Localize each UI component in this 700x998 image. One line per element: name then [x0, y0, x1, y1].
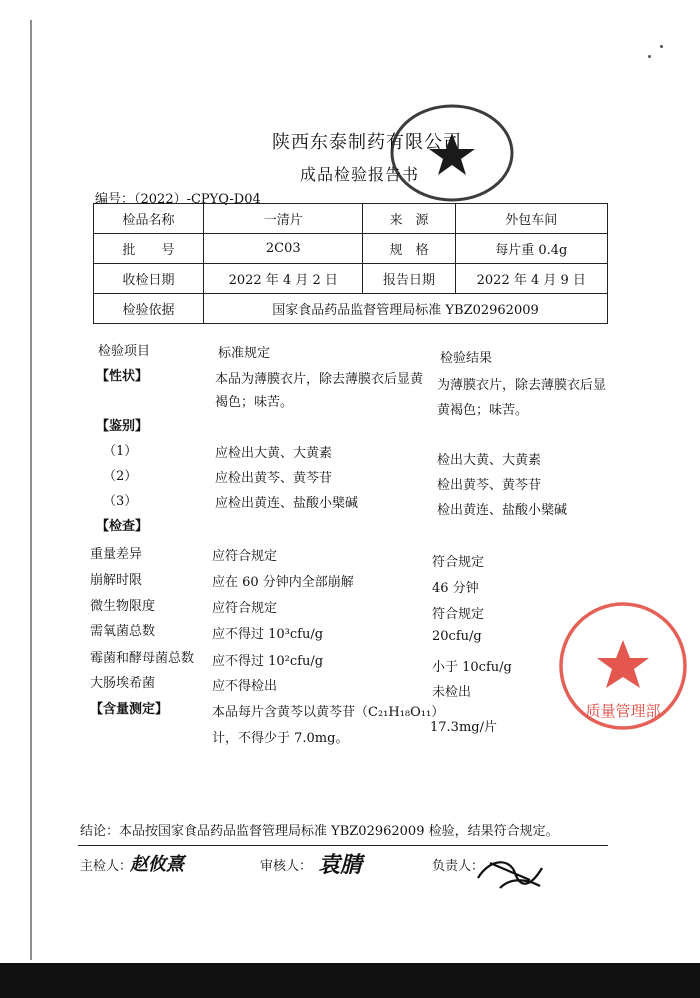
insp-6-result: 未检出: [432, 685, 472, 700]
report-number: 编号：（2022）-CPYQ-D04: [95, 192, 261, 207]
column-result: 检验结果: [440, 351, 493, 366]
quality-department-stamp: [553, 598, 693, 738]
document-title: 成品检验报告书: [300, 165, 420, 184]
insp-4-item: 需氧菌总数: [90, 624, 156, 639]
signature-divider: [78, 845, 608, 846]
insp-3-standard: 应符合规定: [212, 601, 278, 616]
appearance-result-1: 为薄膜衣片，除去薄膜衣后显: [437, 378, 607, 393]
ident-2-standard: 应检出黄芩、黄芩苷: [215, 471, 333, 486]
inspector-signature: 赵攸熹: [130, 854, 184, 875]
insp-2-result: 46 分钟: [432, 581, 479, 596]
insp-5-item: 霉菌和酵母菌总数: [90, 651, 195, 666]
insp-6-item: 大肠埃希菌: [90, 676, 156, 691]
source-label: 来 源: [363, 204, 455, 234]
scan-bottom-border: [0, 963, 700, 998]
reviewer-label: 审核人：: [260, 859, 313, 874]
company-qc-stamp: [382, 95, 522, 205]
insp-2-item: 崩解时限: [90, 573, 143, 588]
ident-3-standard: 应检出黄连、盐酸小檗碱: [215, 496, 359, 511]
insp-4-result: 20cfu/g: [432, 629, 482, 644]
assay-standard-1: 本品每片含黄芩以黄芩苷（C₂₁H₁₈O₁₁）: [212, 705, 445, 720]
spec-value: 每片重 0.4g: [455, 234, 607, 264]
insp-1-item: 重量差异: [90, 547, 143, 562]
ident-2-item: （2）: [103, 469, 138, 484]
insp-6-standard: 应不得检出: [212, 679, 278, 694]
product-name-label: 检品名称: [94, 204, 204, 234]
insp-1-result: 符合规定: [432, 555, 485, 570]
company-name: 陕西东泰制药有限公司: [272, 132, 462, 153]
responsible-label: 负责人：: [432, 859, 485, 874]
appearance-standard-1: 本品为薄膜衣片，除去薄膜衣后显黄: [215, 372, 424, 387]
report-date-label: 报告日期: [363, 264, 455, 294]
insp-2-standard: 应在 60 分钟内全部崩解: [212, 575, 354, 590]
report-date-value: 2022 年 4 月 9 日: [455, 264, 607, 294]
ident-3-result: 检出黄连、盐酸小檗碱: [437, 503, 568, 518]
conclusion-text: 结论：本品按国家食品药品监督管理局标准 YBZ02962009 检验，结果符合规定。: [80, 824, 559, 839]
scan-edge-line: [30, 20, 32, 960]
ident-1-result: 检出大黄、大黄素: [437, 453, 542, 468]
scan-speck: [660, 45, 663, 48]
ident-1-item: （1）: [103, 444, 138, 459]
insp-1-standard: 应符合规定: [212, 549, 278, 564]
ident-1-standard: 应检出大黄、大黄素: [215, 446, 333, 461]
info-table: [93, 203, 608, 324]
received-date-label: 收检日期: [94, 264, 204, 294]
assay-result: 17.3mg/片: [430, 720, 497, 735]
basis-value: 国家食品药品监督管理局标准 YBZ02962009: [204, 294, 608, 324]
inspector-label: 主检人：: [80, 859, 133, 874]
section-identification: 【鉴别】: [96, 419, 149, 434]
ident-2-result: 检出黄芩、黄芩苷: [437, 478, 542, 493]
section-inspection: 【检查】: [96, 519, 149, 534]
insp-3-result: 符合规定: [432, 607, 485, 622]
product-name-value: 一清片: [204, 204, 363, 234]
assay-standard-2: 计，不得少于 7.0mg。: [212, 731, 349, 746]
scan-speck: [648, 55, 651, 58]
ident-3-item: （3）: [103, 494, 138, 509]
column-item: 检验项目: [98, 344, 151, 359]
insp-4-standard: 应不得过 10³cfu/g: [212, 627, 324, 642]
insp-5-result: 小于 10cfu/g: [432, 660, 512, 675]
insp-5-standard: 应不得过 10²cfu/g: [212, 654, 324, 669]
red-stamp-subtitle: 质量管理部: [585, 702, 661, 720]
appearance-standard-2: 褐色；味苦。: [215, 395, 294, 410]
responsible-signature: [470, 848, 550, 898]
section-assay: 【含量测定】: [90, 702, 169, 717]
basis-label: 检验依据: [94, 294, 204, 324]
column-standard: 标准规定: [218, 346, 271, 361]
insp-3-item: 微生物限度: [90, 599, 156, 614]
section-appearance: 【性状】: [96, 369, 149, 384]
reviewer-signature: 袁腈: [318, 852, 363, 878]
appearance-result-2: 黄褐色；味苦。: [437, 403, 529, 418]
spec-label: 规 格: [363, 234, 455, 264]
batch-value: 2C03: [204, 234, 363, 264]
received-date-value: 2022 年 4 月 2 日: [204, 264, 363, 294]
source-value: 外包车间: [455, 204, 607, 234]
batch-label: 批 号: [94, 234, 204, 264]
